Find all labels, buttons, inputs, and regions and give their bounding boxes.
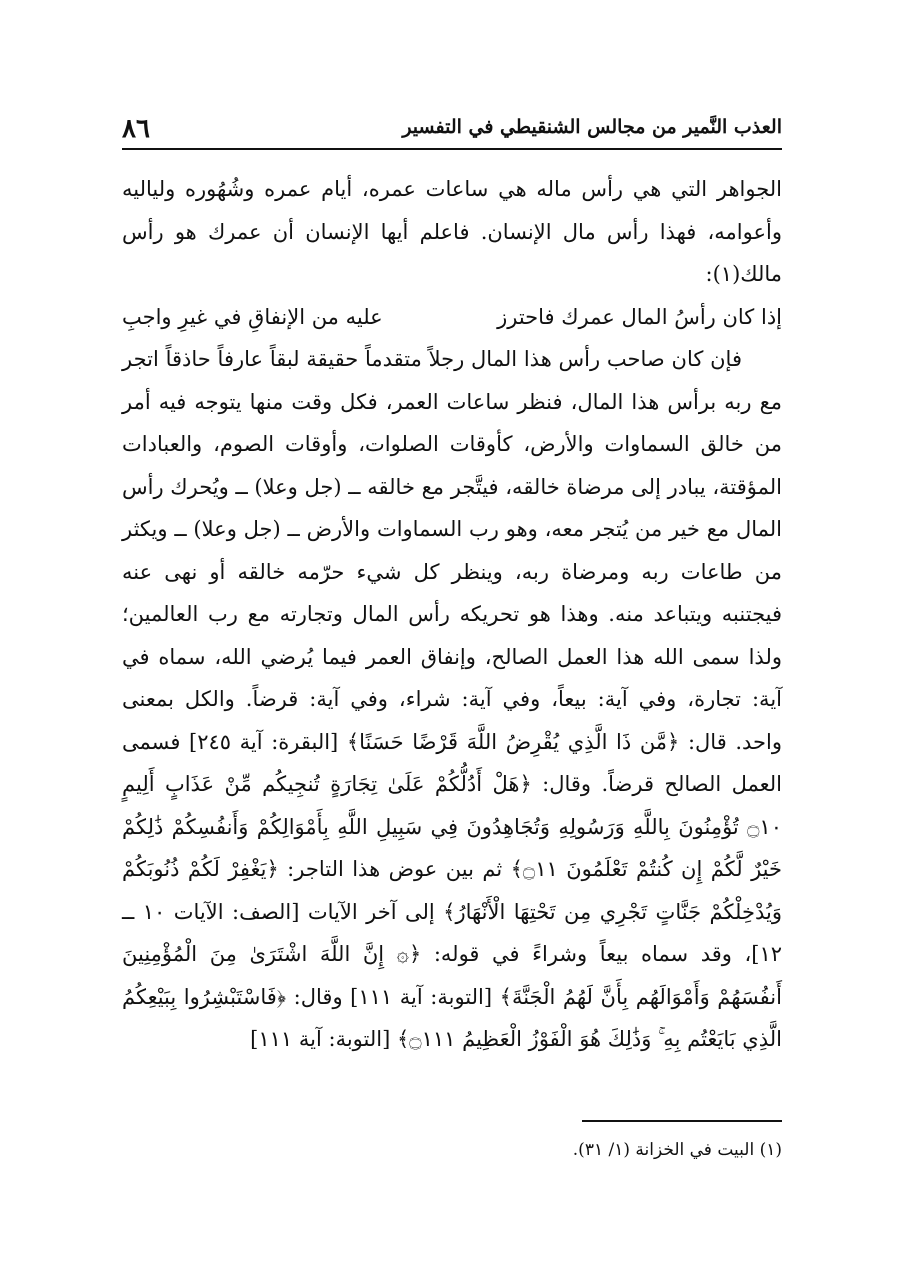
main-text <box>122 168 782 1061</box>
paragraph-2: فإن كان صاحب رأس هذا المال رجلاً متقدماً حقيقة لبقاً عارفاً حاذقاً اتجر مع ربه برأس هذا المال، فنظر ساعات العمر، فكل وقت منها يتوجه فيه أمر من خالق السماوات والأرض، كأوقات الصلوات، وأوقات الصوم، والعبادات المؤقتة، يبادر إلى مرضاة خالقه، فيتَّجر مع خالقه ــ (جل وعلا) ــ ويُحرك رأس المال مع خير من يُتجر معه، وهو رب السماوات والأرض ــ (جل وعلا) ــ ويكثر من طاعات ربه ومرضاة ربه، وينظر كل شيء حرّمه خالقه أو نهى عنه فيجتنبه ويتباعد منه. وهذا هو تحريكه رأس المال وتجارته مع رب العالمين؛ ولذا سمى الله هذا العمل الصالح، وإنفاق العمر فيما يُرضي الله، سماه في آية: تجارة، وفي آية: بيعاً، وفي آية: شراء، وفي آية: قرضاً. والكل بمعنى واحد. قال: ﴿مَّن ذَا الَّذِي يُقْرِضُ اللَّهَ قَرْضًا حَسَنًا﴾ [البقرة: آية ٢٤٥] فسمى العمل الصالح قرضاً. وقال: ﴿هَلْ أَدُلُّكُمْ عَلَىٰ تِجَارَةٍ تُنجِيكُم مِّنْ عَذَابٍ أَلِيمٍ ۝١٠ تُؤْمِنُونَ بِاللَّهِ وَرَسُولِهِ وَتُجَاهِدُونَ فِي سَبِيلِ اللَّهِ بِأَمْوَالِكُمْ وَأَنفُسِكُمْ ذَٰلِكُمْ خَيْرٌ لَّكُمْ إِن كُنتُمْ تَعْلَمُونَ ۝١١﴾ ثم بين عوض هذا التاجر: ﴿يَغْفِرْ لَكُمْ ذُنُوبَكُمْ وَيُدْخِلْكُمْ جَنَّاتٍ تَجْرِي مِن تَحْتِهَا الْأَنْهَارُ﴾ إلى آخر الآيات [الصف: الآيات ١٠ ــ ١٢]، وقد سماه بيعاً وشراءً في قوله: ﴿۞ إِنَّ اللَّهَ اشْتَرَىٰ مِنَ الْمُؤْمِنِينَ أَنفُسَهُمْ وَأَمْوَالَهُم بِأَنَّ لَهُمُ الْجَنَّةَ﴾ [التوبة: آية ١١١] وقال: ﴿فَاسْتَبْشِرُوا بِبَيْعِكُمُ الَّذِي بَايَعْتُم بِهِ ۚ وَذَٰلِكَ هُوَ الْفَوْزُ الْعَظِيمُ ۝١١١﴾ [التوبة: آية ١١١] <box>122 347 783 1051</box>
verse-second-hemistich: عليه من الإنفاقِ في غيرِ واجبِ <box>122 304 383 329</box>
verse-first-hemistich: إذا كان رأسُ المال عمرك فاحترز <box>497 304 782 329</box>
page-header <box>122 108 782 150</box>
page-number: ٨٦ <box>122 114 150 144</box>
poetry-verse <box>122 296 782 339</box>
footnote: (١) البيت في الخزانة (١/ ٣١). <box>572 1140 782 1160</box>
footnote-divider <box>582 1120 782 1122</box>
paragraph-1: الجواهر التي هي رأس ماله هي ساعات عمره، أيام عمره وشُهُوره ولياليه وأعوامه، فهذا رأس مال الإنسان. فاعلم أيها الإنسان أن عمرك هو رأس مالك(١): <box>122 177 782 286</box>
book-title: العذب النَّمير من مجالس الشنقيطي في التفسير <box>402 116 782 138</box>
